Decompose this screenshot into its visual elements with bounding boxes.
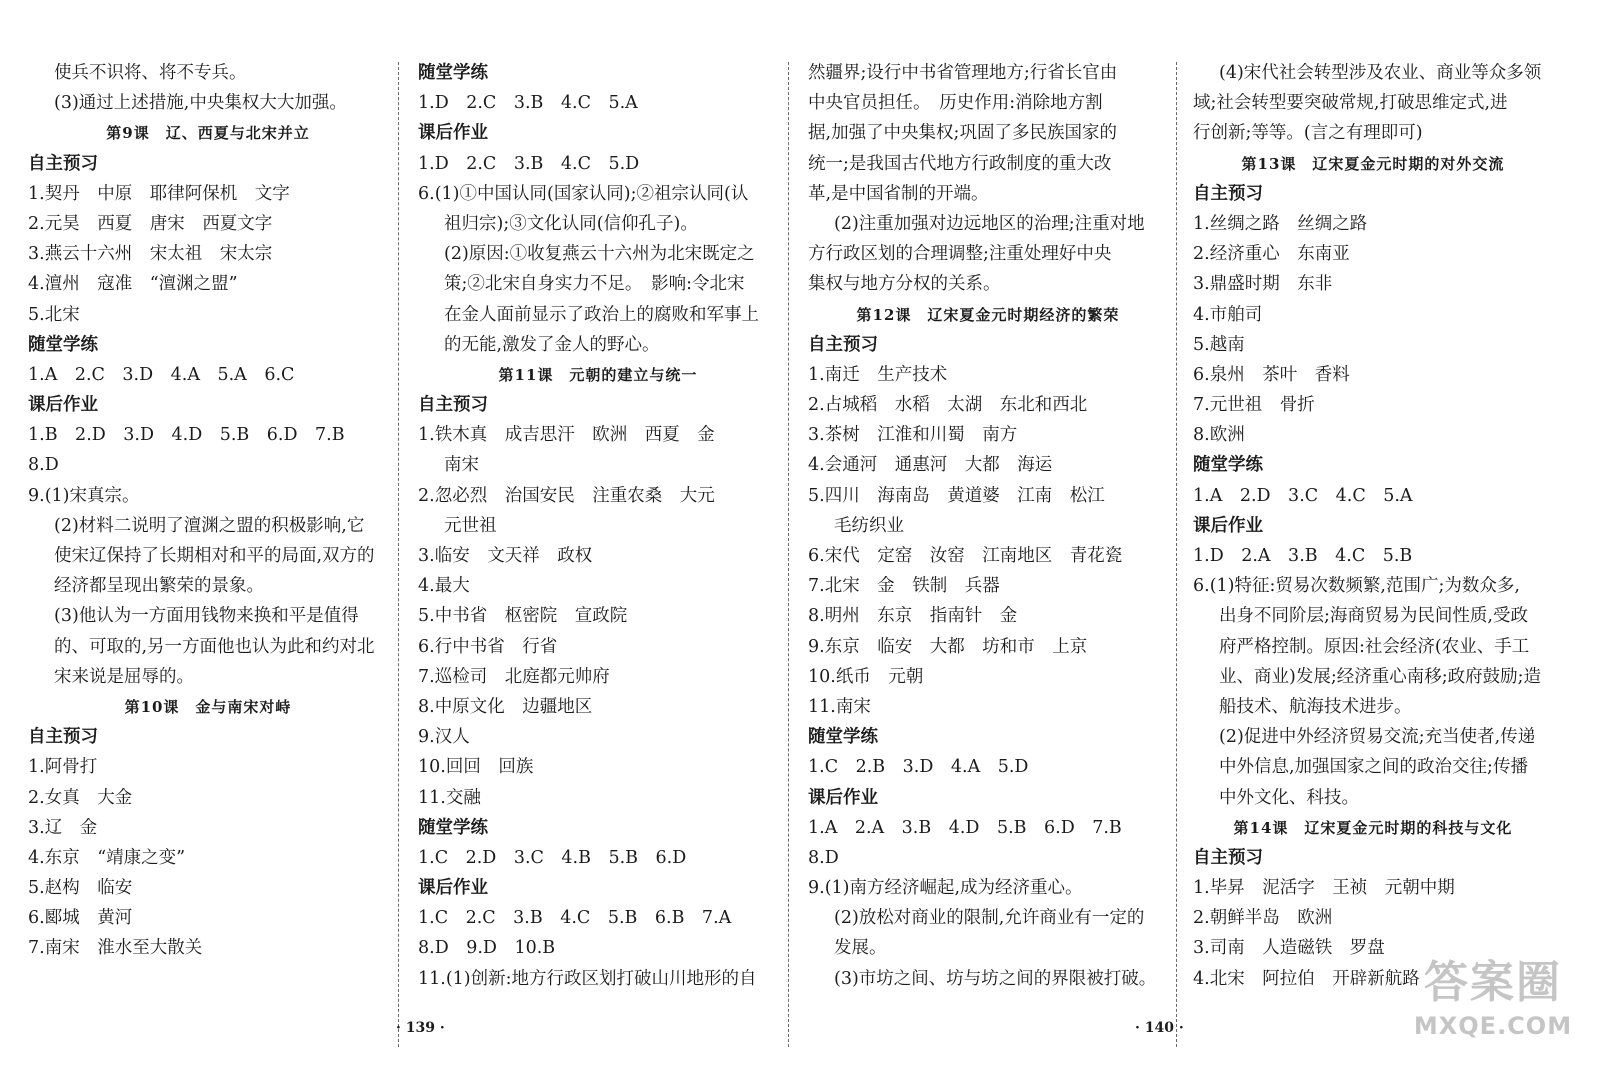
answer-line: (3)他认为一方面用钱物来换和平是值得 [54, 606, 359, 627]
answer-line: 2.忽必烈 治国安民 注重农桑 大元 [418, 485, 715, 506]
section-heading: 自主预习 [1193, 183, 1263, 204]
answer-line: 3.司南 人造磁铁 罗盘 [1193, 938, 1385, 959]
answer-line: (2)原因:①收复燕云十六州为北宋既定之 [444, 244, 755, 265]
answer-line: 6.行中书省 行省 [418, 636, 558, 657]
answer-line: 10.回回 回族 [418, 757, 534, 778]
answer-line: 宋来说是屈辱的。 [54, 666, 194, 687]
answer-line: 1.A 2.D 3.C 4.C 5.A [1193, 485, 1413, 506]
answer-line: 1.D 2.C 3.B 4.C 5.D [418, 153, 640, 174]
watermark-url: MXQE.COM [1413, 1012, 1573, 1040]
answer-line: 行创新;等等。(言之有理即可) [1193, 123, 1423, 144]
answer-line: 的无能,激发了金人的野心。 [444, 334, 660, 355]
answer-line: 5.北宋 [28, 304, 80, 325]
answer-line: 8.D [28, 455, 59, 476]
lesson-heading: 第10课 金与南宋对峙 [124, 697, 292, 716]
column-divider [1176, 62, 1177, 1047]
answer-line: 4.最大 [418, 576, 470, 597]
answer-line: 4.澶州 寇准 “澶渊之盟” [28, 274, 238, 295]
answer-line: 5.赵构 临安 [28, 878, 133, 899]
answer-line: (3)市坊之间、坊与坊之间的界限被打破。 [834, 968, 1157, 989]
answer-line: 1.契丹 中原 耶律阿保机 文字 [28, 183, 290, 204]
answer-line: 方行政区划的合理调整;注重处理好中央 [808, 244, 1112, 265]
answer-line: 3.茶树 江淮和川蜀 南方 [808, 425, 1018, 446]
answer-line: 6.(1)①中国认同(国家认同);②祖宗认同(认 [418, 183, 749, 204]
answer-line: 4.东京 “靖康之变” [28, 847, 186, 868]
answer-line: 1.D 2.C 3.B 4.C 5.A [418, 93, 638, 114]
answer-line: 11.(1)创新:地方行政区划打破山川地形的自 [418, 968, 757, 989]
answer-line: 4.北宋 阿拉伯 开辟新航路 [1193, 968, 1420, 989]
answer-line: 域;社会转型要突破常规,打破思维定式,进 [1193, 93, 1508, 114]
answer-line: 据,加强了中央集权;巩固了多民族国家的 [808, 123, 1117, 144]
answer-line: 7.巡检司 北庭都元帅府 [418, 666, 610, 687]
answer-line: (3)通过上述措施,中央集权大大加强。 [54, 93, 347, 114]
answer-line: 6.郾城 黄河 [28, 908, 133, 929]
answer-line: 7.南宋 淮水至大散关 [28, 938, 203, 959]
answer-line: (2)促进中外经济贸易交流;充当使者,传递 [1219, 727, 1536, 748]
page-number-right: · 140 · [1135, 1020, 1184, 1036]
answer-line: 6.(1)特征:贸易次数频繁,范围广;为数众多, [1193, 576, 1520, 597]
page-number-left: · 139 · [396, 1020, 445, 1036]
answer-line: (2)材料二说明了澶渊之盟的积极影响,它 [54, 515, 365, 536]
section-heading: 随堂学练 [418, 817, 488, 838]
answer-line: 1.B 2.D 3.D 4.D 5.B 6.D 7.B [28, 425, 345, 446]
answer-line: 11.南宋 [808, 696, 871, 717]
answer-line: 9.(1)南方经济崛起,成为经济重心。 [808, 878, 1083, 899]
answer-line: 2.占城稻 水稻 太湖 东北和西北 [808, 395, 1088, 416]
answer-line: 9.(1)宋真宗。 [28, 485, 140, 506]
answer-line: 府严格控制。原因:社会经济(农业、手工 [1219, 636, 1530, 657]
section-heading: 随堂学练 [28, 334, 98, 355]
answer-line: 经济都呈现出繁荣的景象。 [54, 576, 264, 597]
answer-line: 发展。 [834, 938, 887, 959]
answer-line: 1.A 2.A 3.B 4.D 5.B 6.D 7.B [808, 817, 1122, 838]
column-divider [788, 62, 789, 1047]
answer-line: (2)注重加强对边远地区的治理;注重对地 [834, 213, 1145, 234]
answer-line: (4)宋代社会转型涉及农业、商业等众多领 [1219, 63, 1542, 83]
answer-line: 1.丝绸之路 丝绸之路 [1193, 213, 1368, 234]
answer-line: 1.铁木真 成吉思汗 欧洲 西夏 金 [418, 425, 715, 446]
lesson-heading: 第9课 辽、西夏与北宋并立 [106, 124, 310, 143]
answer-line: 2.经济重心 东南亚 [1193, 244, 1350, 265]
answer-line: 统一;是我国古代地方行政制度的重大改 [808, 153, 1112, 174]
lesson-heading: 第11课 元朝的建立与统一 [498, 365, 698, 384]
answer-line: 策;②北宋自身实力不足。 影响:令北宋 [444, 274, 745, 295]
answer-line: 中外文化、科技。 [1219, 787, 1359, 808]
section-heading: 课后作业 [418, 123, 488, 144]
answer-line: 5.越南 [1193, 334, 1245, 355]
column-2 [418, 58, 778, 994]
section-heading: 课后作业 [1193, 515, 1263, 536]
answer-line: 3.临安 文天祥 政权 [418, 546, 593, 566]
answer-line: 然疆界;设行中书省管理地方;行省长官由 [808, 63, 1118, 83]
section-heading: 随堂学练 [808, 727, 878, 748]
answer-line: 9.东京 临安 大都 坊和市 上京 [808, 636, 1088, 657]
answer-line: 2.女真 大金 [28, 787, 133, 808]
answer-line: 7.元世祖 骨折 [1193, 395, 1315, 416]
column-3 [808, 58, 1168, 994]
section-heading: 自主预习 [808, 334, 878, 355]
answer-line: 元世祖 [444, 515, 497, 536]
answer-line: 4.市舶司 [1193, 304, 1263, 325]
section-heading: 随堂学练 [418, 63, 488, 83]
answer-line: 4.会通河 通惠河 大都 海运 [808, 455, 1053, 476]
answer-line: 8.明州 东京 指南针 金 [808, 606, 1018, 627]
section-heading: 自主预习 [418, 395, 488, 416]
answer-line: 1.A 2.C 3.D 4.A 5.A 6.C [28, 364, 295, 385]
lesson-heading: 第13课 辽宋夏金元时期的对外交流 [1241, 154, 1505, 173]
answer-line: 1.南迁 生产技术 [808, 364, 948, 385]
answer-line: 1.毕昇 泥活字 王祯 元朝中期 [1193, 878, 1455, 899]
answer-line: 10.纸币 元朝 [808, 666, 924, 687]
answer-line: 1.D 2.A 3.B 4.C 5.B [1193, 546, 1413, 566]
section-heading: 随堂学练 [1193, 455, 1263, 476]
answer-line: 2.元昊 西夏 唐宋 西夏文字 [28, 213, 273, 234]
answer-line: 中外信息,加强国家之间的政治交往;传播 [1219, 757, 1528, 778]
lesson-heading: 第12课 辽宋夏金元时期经济的繁荣 [856, 305, 1120, 324]
answer-line: 1.C 2.C 3.B 4.C 5.B 6.B 7.A [418, 908, 732, 929]
answer-line: 1.C 2.B 3.D 4.A 5.D [808, 757, 1029, 778]
watermark-text: 答案圈 [1424, 957, 1562, 1008]
column-4 [1193, 58, 1553, 994]
answer-line: 革,是中国省制的开端。 [808, 183, 989, 204]
answer-line: 9.汉人 [418, 727, 470, 748]
answer-line: 8.欧洲 [1193, 425, 1245, 446]
answer-line: 使宋辽保持了长期相对和平的局面,双方的 [54, 546, 375, 566]
answer-line: 的、可取的,另一方面他也认为此和约对北 [54, 636, 375, 657]
answer-line: 2.朝鲜半岛 欧洲 [1193, 908, 1333, 929]
watermark-logo [1398, 955, 1588, 1055]
answer-line: 1.C 2.D 3.C 4.B 5.B 6.D [418, 847, 687, 868]
answer-line: 8.中原文化 边疆地区 [418, 696, 593, 717]
section-heading: 课后作业 [418, 878, 488, 899]
answer-line: 祖归宗);③文化认同(信仰孔子)。 [444, 213, 698, 234]
answer-line: 船技术、航海技术进步。 [1219, 696, 1412, 717]
section-heading: 自主预习 [1193, 847, 1263, 868]
section-heading: 自主预习 [28, 727, 98, 748]
column-1 [28, 58, 388, 964]
answer-line: 11.交融 [418, 787, 481, 808]
answer-line: 南宋 [444, 455, 479, 476]
answer-line: 3.鼎盛时期 东非 [1193, 274, 1333, 295]
section-heading: 课后作业 [28, 395, 98, 416]
answer-line: 8.D 9.D 10.B [418, 938, 556, 959]
answer-line: (2)放松对商业的限制,允许商业有一定的 [834, 908, 1145, 929]
answer-line: 在金人面前显示了政治上的腐败和军事上 [444, 304, 759, 325]
section-heading: 课后作业 [808, 787, 878, 808]
answer-line: 1.阿骨打 [28, 757, 98, 778]
answer-line: 6.泉州 茶叶 香料 [1193, 364, 1350, 385]
answer-line: 出身不同阶层;海商贸易为民间性质,受政 [1219, 606, 1528, 627]
answer-line: 3.燕云十六州 宋太祖 宋太宗 [28, 244, 273, 265]
answer-line: 5.中书省 枢密院 宣政院 [418, 606, 628, 627]
answer-line: 5.四川 海南岛 黄道婆 江南 松江 [808, 485, 1105, 506]
answer-line: 8.D [808, 847, 839, 868]
answer-line: 7.北宋 金 铁制 兵器 [808, 576, 1000, 597]
answer-line: 中央官员担任。 历史作用:消除地方割 [808, 93, 1103, 114]
lesson-heading: 第14课 辽宋夏金元时期的科技与文化 [1233, 818, 1513, 837]
answer-line: 使兵不识将、将不专兵。 [54, 63, 247, 83]
column-divider [398, 62, 399, 1047]
answer-line: 6.宋代 定窑 汝窑 江南地区 青花瓷 [808, 546, 1123, 566]
answer-line: 集权与地方分权的关系。 [808, 274, 1001, 295]
answer-line: 业、商业)发展;经济重心南移;政府鼓励;造 [1219, 666, 1542, 687]
section-heading: 自主预习 [28, 153, 98, 174]
answer-line: 毛纺织业 [834, 515, 904, 536]
answer-line: 3.辽 金 [28, 817, 98, 838]
